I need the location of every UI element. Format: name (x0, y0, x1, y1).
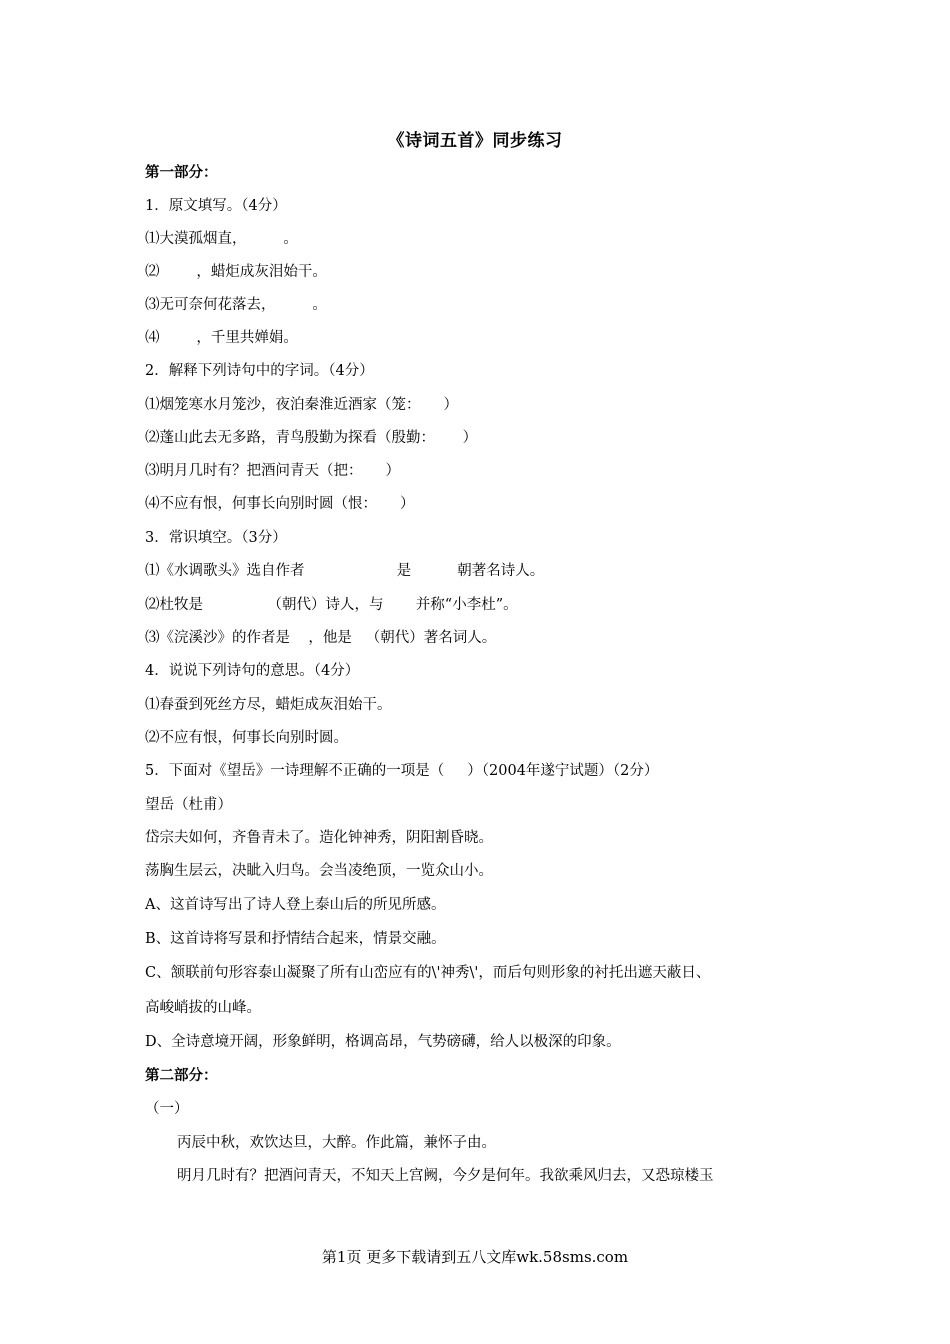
q1-item: ⑴大漠孤烟直， 。 (145, 231, 298, 247)
part1-heading: 第一部分： (145, 165, 218, 181)
preface-paragraph: 丙辰中秋，欢饮达旦，大醉。作此篇，兼怀子由。 (177, 1135, 496, 1151)
q3-item: ⑵杜牧是 （朝代）诗人，与 并称“小李杜”。 (145, 597, 518, 613)
q4-stem: 4．说说下列诗句的意思。（4分） (145, 663, 360, 679)
page-footer: 第1页 更多下载请到五八文库wk.58sms.com (321, 1248, 629, 1266)
q4-item: ⑴春蚕到死丝方尽，蜡炬成灰泪始干。 (145, 697, 392, 713)
q1-item: ⑵ ，蜡炬成灰泪始干。 (145, 264, 327, 280)
option-c-continued: 高峻峭拔的山峰。 (145, 1000, 261, 1016)
q5-stem: 5．下面对《望岳》一诗理解不正确的一项是（ ）（2004年遂宁试题）（2分） (145, 763, 659, 779)
option-d: D、全诗意境开阔，形象鲜明，格调高昂，气势磅礴，给人以极深的印象。 (145, 1034, 621, 1050)
q3-item: ⑴《水调歌头》选自作者 是 朝著名诗人。 (145, 563, 545, 579)
option-c: C、颔联前句形容泰山凝聚了所有山峦应有的\'神秀\'，而后句则形象的衬托出遮天蔽日、 (145, 965, 711, 981)
part2-heading: 第二部分： (145, 1068, 218, 1084)
document-title: 《诗词五首》同步练习 (387, 131, 563, 151)
q2-item: ⑴烟笼寒水月笼沙，夜泊秦淮近酒家（笼： ） (145, 397, 459, 413)
poem-paragraph: 明月几时有？把酒问青天，不知天上宫阙，今夕是何年。我欲乘风归去，又恐琼楼玉 (177, 1168, 714, 1184)
poem-line: 荡胸生层云，决眦入归鸟。会当凌绝顶，一览众山小。 (145, 863, 493, 879)
poem-line: 岱宗夫如何，齐鲁青未了。造化钟神秀，阴阳割昏晓。 (145, 830, 493, 846)
q1-item: ⑶无可奈何花落去， 。 (145, 297, 327, 313)
q3-item: ⑶《浣溪沙》的作者是 ，他是 （朝代）著名词人。 (145, 630, 497, 646)
q2-item: ⑷不应有恨，何事长向别时圆（恨： ） (145, 496, 415, 512)
section-label: （一） (145, 1101, 189, 1117)
q3-stem: 3．常识填空。（3分） (145, 530, 287, 546)
q2-item: ⑶明月几时有？把酒问青天（把： ） (145, 463, 401, 479)
poem-title: 望岳（杜甫） (145, 797, 232, 813)
q2-stem: 2．解释下列诗句中的字词。（4分） (145, 363, 374, 379)
q1-stem: 1．原文填写。（4分） (145, 198, 287, 214)
q2-item: ⑵蓬山此去无多路，青鸟殷勤为探看（殷勤： ） (145, 430, 478, 446)
option-b: B、这首诗将写景和抒情结合起来，情景交融。 (145, 931, 446, 947)
q1-item: ⑷ ，千里共婵娟。 (145, 330, 298, 346)
q4-item: ⑵不应有恨，何事长向别时圆。 (145, 730, 348, 746)
option-a: A、这首诗写出了诗人登上泰山后的所见所感。 (145, 897, 446, 913)
